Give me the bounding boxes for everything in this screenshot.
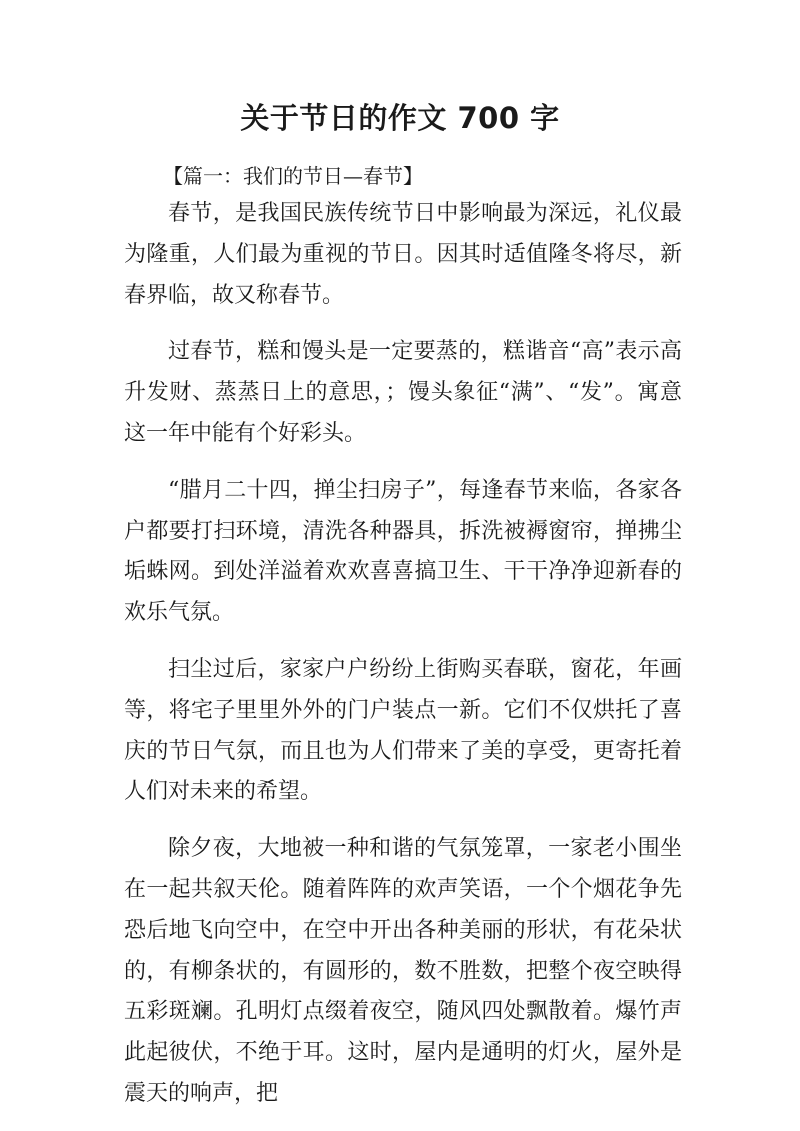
paragraph: 扫尘过后，家家户户纷纷上街购买春联，窗花，年画等，将宅子里里外外的门户装点一新。它们不仅烘托了喜庆的节日气氛，而且也为人们带来了美的享受，更寄托着人们对未来的希望。 [124, 656, 682, 805]
paragraph: 过春节，糕和馒头是一定要蒸的，糕谐音“高”表示高升发财、蒸蒸日上的意思，；馒头象征“满”、“发”。寓意这一年中能有个好彩头。 [124, 339, 682, 446]
section-heading: 【篇一：我们的节日—春节】 [163, 164, 423, 188]
document-title: 关于节日的作文 700 字 [240, 101, 560, 135]
paragraph: “腊月二十四，掸尘扫房子”，每逢春节来临，各家各户都要打扫环境，清洗各种器具，拆洗被褥窗帘，掸拂尘垢蛛网。到处洋溢着欢欢喜喜搞卫生、干干净净迎新春的欢乐气氛。 [124, 477, 682, 626]
paragraph: 春节，是我国民族传统节日中影响最为深远，礼仪最为隆重，人们最为重视的节日。因其时适值隆冬将尽，新春界临，故又称春节。 [124, 201, 682, 308]
document-body [124, 194, 682, 1131]
paragraph: 除夕夜，大地被一种和谐的气氛笼罩，一家老小围坐在一起共叙天伦。随着阵阵的欢声笑语，一个个烟花争先恐后地飞向空中，在空中开出各种美丽的形状，有花朵状的，有柳条状的，有圆形的，数不胜数，把整个夜空映得五彩斑斓。孔明灯点缀着夜空，随风四处飘散着。爆竹声此起彼伏，不绝于耳。这时，屋内是通明的灯火，屋外是震天的响声，把 [124, 836, 682, 1106]
